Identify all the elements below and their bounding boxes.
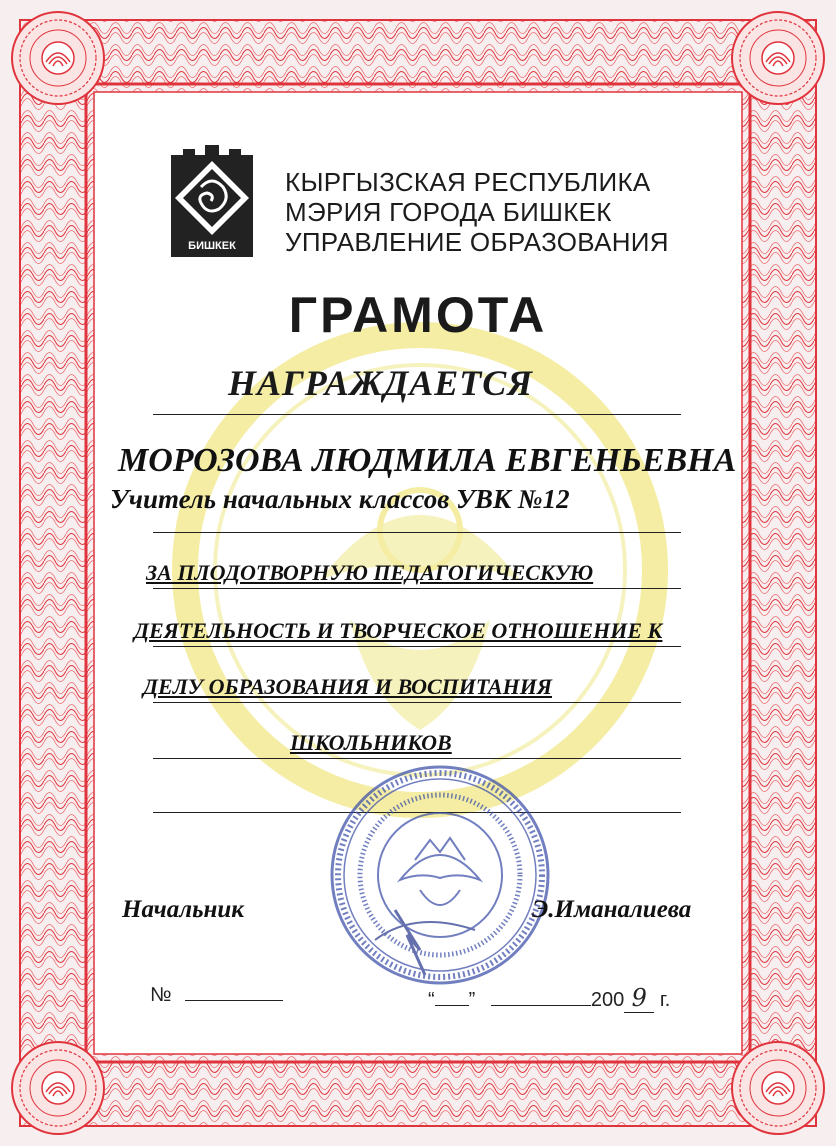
reason-line-1: ЗА ПЛОДОТВОРНУЮ ПЕДАГОГИЧЕСКУЮ bbox=[146, 560, 594, 585]
rule-line bbox=[153, 758, 681, 759]
month-blank bbox=[491, 1005, 591, 1006]
day-blank bbox=[435, 1005, 469, 1006]
awarded-label: НАГРАЖДАЕТСЯ bbox=[228, 363, 534, 403]
year-suffix: г. bbox=[659, 989, 671, 1011]
organization-header bbox=[285, 167, 669, 257]
recipient-position: Учитель начальных классов УВК №12 bbox=[110, 484, 570, 514]
reason-line-2: ДЕЯТЕЛЬНОСТЬ И ТВОРЧЕСКОЕ ОТНОШЕНИЕ К bbox=[134, 618, 663, 643]
date-field bbox=[428, 984, 670, 1013]
org-line-country: КЫРГЫЗСКАЯ РЕСПУБЛИКА bbox=[285, 167, 651, 197]
number-label: № bbox=[150, 984, 172, 1006]
official-stamp bbox=[325, 760, 555, 990]
date-quote-close: ” bbox=[468, 989, 476, 1011]
number-field bbox=[150, 984, 283, 1007]
rule-line bbox=[153, 414, 681, 415]
rule-line bbox=[153, 646, 681, 647]
recipient-name: МОРОЗОВА ЛЮДМИЛА ЕВГЕНЬЕВНА bbox=[118, 442, 737, 479]
org-line-department: УПРАВЛЕНИЕ ОБРАЗОВАНИЯ bbox=[285, 227, 669, 257]
rule-line bbox=[153, 702, 681, 703]
signatory-role: Начальник bbox=[122, 896, 244, 923]
rule-line bbox=[153, 532, 681, 533]
org-line-city: МЭРИЯ ГОРОДА БИШКЕК bbox=[285, 197, 612, 227]
date-quote-open: “ bbox=[428, 989, 435, 1011]
logo-caption: БИШКЕК bbox=[188, 240, 236, 252]
rule-line bbox=[153, 588, 681, 589]
reason-line-3: ДЕЛУ ОБРАЗОВАНИЯ И ВОСПИТАНИЯ bbox=[143, 674, 552, 699]
signatory-name: Э.Иманалиева bbox=[532, 896, 692, 923]
number-blank bbox=[185, 1000, 283, 1001]
reason-line-4: ШКОЛЬНИКОВ bbox=[290, 730, 452, 755]
year-prefix: 200 bbox=[590, 989, 625, 1011]
year-digit: 9 bbox=[624, 984, 654, 1013]
certificate-title: ГРАМОТА bbox=[288, 287, 548, 343]
